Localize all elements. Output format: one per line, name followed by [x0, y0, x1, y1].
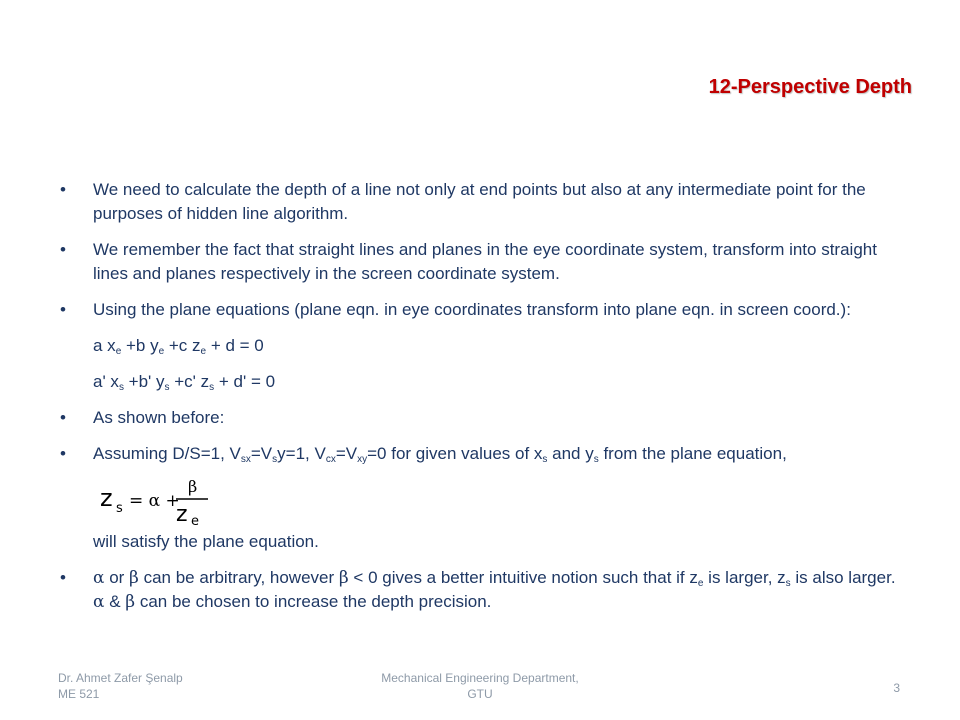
- bullet-1: • We need to calculate the depth of a line not only at end points but also at any intermediate point for the purposes of hidden line algorithm.: [60, 178, 908, 226]
- equation-screen: a' $x_s +b'$ $y_s +c'$ $z_s + d' = 0$: [93, 372, 276, 393]
- bullet-2: • We remember the fact that straight lines and planes in the eye coordinate system, transform into straight lines and planes respectively in the screen coordinate system.: [60, 238, 908, 286]
- page-number: 3: [893, 681, 900, 695]
- footer-department: Mechanical Engineering Department, GTU: [381, 671, 579, 701]
- depth-formula-image: [60, 474, 908, 524]
- footer-course: ME 521: [58, 687, 100, 701]
- bullet-4: • As shown before:: [60, 406, 908, 430]
- bullet-5: • Assuming D/S=1, $V_{sx}=V_sy=1$, $V_{cx}=V_{xy}=0$ for given values of $x_s$ and $y_s$ from the plane equation,: [60, 442, 908, 466]
- formula-zs-sub: s: [116, 501, 123, 516]
- satisfy-line: will satisfy the plane equation.: [93, 532, 319, 551]
- bullet-6: • α or β can be arbitrary, however β < 0 gives a better intuitive notion such that if $z_e$ is larger, $z_s$ is also larger. α & β can be chosen to increase the depth precision.: [60, 566, 908, 614]
- slide-content: [60, 178, 908, 626]
- footer-author-name: Dr. Ahmet Zafer Şenalp: [58, 671, 183, 685]
- footer-author: [58, 670, 183, 702]
- formula-num: β: [188, 477, 198, 496]
- bullet-3: • Using the plane equations (plane eqn. in eye coordinates transform into plane eqn. in screen coord.):: [60, 298, 908, 322]
- formula-eq: = α +: [129, 491, 180, 511]
- formula-den-sub: e: [191, 514, 199, 526]
- slide-title: 12-Perspective Depth: [708, 76, 912, 98]
- equation-eye: a $x_e +b$ $y_e +c$ $z_e + d = 0$: [93, 336, 264, 357]
- formula-zs: z: [100, 484, 113, 512]
- formula-den: z: [176, 502, 188, 526]
